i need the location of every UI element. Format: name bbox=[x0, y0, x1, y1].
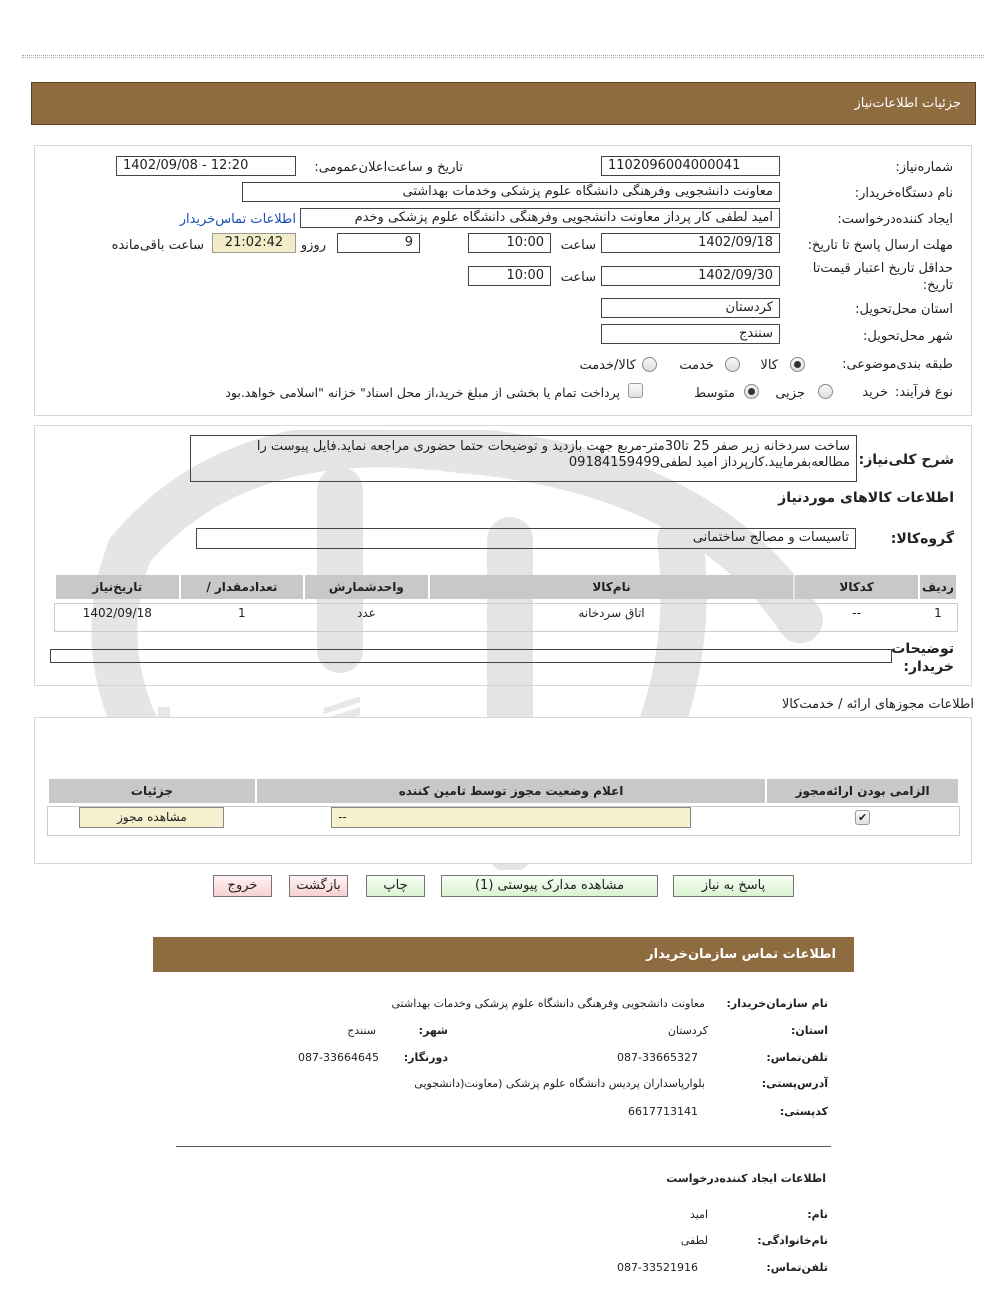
permits-title: اطلاعات مجوزهای ارائه / خدمت‌کالا bbox=[781, 697, 974, 712]
contact-city-value: سنندج bbox=[347, 1024, 376, 1037]
fax-label: دورنگار: bbox=[403, 1051, 448, 1064]
province-field[interactable]: کردستان bbox=[601, 298, 780, 318]
remaining-label: ساعت باقی‌مانده bbox=[111, 238, 204, 253]
need-number-field[interactable]: 1102096004000041 bbox=[601, 156, 780, 176]
category-both-label: کالا/خدمت bbox=[579, 358, 636, 373]
table-row bbox=[49, 805, 958, 829]
permit-status-field[interactable]: -- bbox=[331, 807, 691, 828]
permit-required-checkbox: ✔ bbox=[855, 810, 870, 825]
family-label: نام‌خانوادگی: bbox=[757, 1234, 828, 1247]
phone-value: 087-33665327 bbox=[617, 1051, 698, 1064]
table-row bbox=[56, 601, 956, 625]
contact-divider bbox=[176, 1146, 831, 1147]
days-label: روزو bbox=[300, 238, 326, 253]
col-row: ردیف bbox=[920, 575, 956, 599]
address-label: آدرس‌پستی: bbox=[761, 1077, 828, 1090]
process-radio-medium[interactable] bbox=[744, 384, 759, 399]
col-date: تاریخ‌نیاز bbox=[56, 575, 179, 599]
description-field: ساخت سردخانه زیر صفر 25 تا30متر-مربع جهت بازدید و توضیحات حتما حضوری مراجعه نماید.فایل پیوست را مطالعه‌بفرمایید.کارپرداز امید لطفی09184159499 bbox=[190, 435, 857, 482]
validity-time-field[interactable]: 10:00 bbox=[468, 266, 551, 286]
reply-button[interactable]: پاسخ به نیاز bbox=[673, 875, 794, 897]
need-number-label: شماره‌نیاز: bbox=[895, 160, 953, 175]
contact-buyer-link[interactable]: اطلاعات تماس‌خریدار bbox=[179, 212, 296, 227]
process-radio-minor[interactable] bbox=[818, 384, 833, 399]
validity-date-field[interactable]: 1402/09/30 bbox=[601, 266, 780, 286]
fax-value: 087-33664645 bbox=[298, 1051, 379, 1064]
col-permit-status: اعلام وضعیت مجوز توسط تامین کننده bbox=[257, 779, 765, 803]
treasury-checkbox[interactable] bbox=[628, 383, 643, 398]
creator-phone-label: تلفن‌تماس: bbox=[766, 1261, 828, 1274]
print-button[interactable]: چاپ bbox=[366, 875, 425, 897]
contact-province-value: کردستان bbox=[667, 1024, 708, 1037]
org-label: نام سازمان‌خریدار: bbox=[726, 997, 828, 1010]
creator-info-title: اطلاعات ایجاد کننده‌درخواست bbox=[666, 1172, 826, 1185]
goods-table-header bbox=[56, 575, 956, 599]
col-code: کدکالا bbox=[795, 575, 918, 599]
col-permit-required: الزامی بودن ارائه‌مجوز bbox=[767, 779, 958, 803]
announce-field[interactable]: 1402/09/08 - 12:20 bbox=[116, 156, 296, 176]
org-value: معاونت دانشجویی وفرهنگی دانشگاه علوم پزشکی وخدمات بهداشتی bbox=[391, 997, 705, 1010]
col-name: نام‌کالا bbox=[430, 575, 794, 599]
contact-province-label: استان: bbox=[791, 1024, 828, 1037]
validity-time-label: ساعت bbox=[560, 270, 596, 285]
province-label: استان محل‌تحویل: bbox=[855, 302, 953, 317]
description-label: شرح کلی‌نیاز: bbox=[858, 452, 954, 468]
cell-qty: 1 bbox=[238, 606, 246, 620]
announce-label: تاریخ و ساعت‌اعلان‌عمومی: bbox=[314, 160, 463, 175]
process-label: نوع فرآیند: bbox=[895, 385, 953, 400]
contact-title: اطلاعات تماس سازمان‌خریدار bbox=[646, 947, 836, 962]
process-kharid-label: خرید bbox=[862, 385, 888, 400]
category-service-label: خدمت bbox=[679, 358, 714, 373]
process-medium-label: متوسط bbox=[694, 386, 735, 401]
days-field[interactable]: 9 bbox=[337, 233, 420, 253]
category-radio-both[interactable] bbox=[642, 357, 657, 372]
goods-title: اطلاعات کالاهای مورد‌نیاز bbox=[778, 490, 954, 506]
col-qty: تعدادمقدار / bbox=[181, 575, 304, 599]
cell-row: 1 bbox=[934, 606, 942, 620]
deadline-date-field[interactable]: 1402/09/18 bbox=[601, 233, 780, 253]
buyer-label: نام دستگاه‌خریدار: bbox=[854, 186, 953, 201]
deadline-time-field[interactable]: 10:00 bbox=[468, 233, 551, 253]
deadline-time-label: ساعت bbox=[560, 238, 596, 253]
name-value: امید bbox=[689, 1208, 708, 1221]
postal-value: 6617713141 bbox=[628, 1105, 698, 1118]
city-label: شهر محل‌تحویل: bbox=[863, 329, 953, 344]
page-title: جزئیات اطلاعات‌نیاز bbox=[854, 96, 961, 111]
city-field[interactable]: سنندج bbox=[601, 324, 780, 344]
remaining-time-field: 21:02:42 bbox=[212, 233, 296, 253]
buyer-notes-label: توضیحات خریدار: bbox=[891, 641, 954, 675]
cell-code: -- bbox=[852, 606, 861, 620]
address-value: بلوارپاسداران پردیس دانشگاه علوم پزشکی (معاونت(دانشجویی bbox=[414, 1077, 705, 1090]
col-unit: واحدشمارش bbox=[305, 575, 428, 599]
buyer-notes-field bbox=[50, 649, 892, 663]
buyer-field[interactable]: معاونت دانشجویی وفرهنگی دانشگاه علوم پزشکی وخدمات بهداشتی bbox=[242, 182, 780, 202]
cell-unit: عدد bbox=[356, 606, 376, 620]
contact-city-label: شهر: bbox=[418, 1024, 448, 1037]
treasury-text: پرداخت تمام یا بخشی از مبلغ خرید،از محل اسناد" خزانه "اسلامی خواهد.بود bbox=[225, 385, 620, 400]
category-radio-goods[interactable] bbox=[790, 357, 805, 372]
exit-button[interactable]: خروج bbox=[213, 875, 272, 897]
permits-table bbox=[47, 777, 960, 831]
phone-label: تلفن‌تماس: bbox=[766, 1051, 828, 1064]
category-radio-service[interactable] bbox=[725, 357, 740, 372]
deadline-label: مهلت ارسال پاسخ تا تاریخ: bbox=[807, 238, 953, 253]
family-value: لطفی bbox=[680, 1234, 708, 1247]
col-permit-details: جزئیات bbox=[49, 779, 255, 803]
postal-label: کدپستی: bbox=[779, 1105, 828, 1118]
top-divider bbox=[22, 55, 984, 58]
cell-name: اتاق سردخانه bbox=[578, 606, 645, 620]
page-header bbox=[31, 82, 976, 125]
group-label: گروه‌کالا: bbox=[890, 531, 954, 547]
category-label: طبقه بندی‌موضوعی: bbox=[842, 357, 953, 372]
category-goods-label: کالا bbox=[760, 358, 778, 373]
group-field[interactable]: تاسیسات و مصالح ساختمانی bbox=[196, 528, 856, 549]
cell-date: 1402/09/18 bbox=[82, 606, 152, 620]
view-permit-button[interactable]: مشاهده مجوز bbox=[79, 807, 224, 828]
process-minor-label: جزیی bbox=[775, 386, 805, 401]
creator-phone-value: 087-33521916 bbox=[617, 1261, 698, 1274]
creator-field[interactable]: امید لطفی کار پرداز معاونت دانشجویی وفرهنگی دانشگاه علوم پزشکی وخدم bbox=[300, 208, 780, 228]
goods-table bbox=[54, 573, 958, 627]
name-label: نام: bbox=[807, 1208, 828, 1221]
attachments-button[interactable]: مشاهده مدارک پیوستی (1) bbox=[441, 875, 658, 897]
back-button[interactable]: بازگشت bbox=[289, 875, 348, 897]
validity-label: حداقل تاریخ اعتبار قیمت‌تا تاریخ: bbox=[812, 261, 953, 293]
permits-table-header bbox=[49, 779, 958, 803]
contact-header bbox=[153, 937, 854, 972]
creator-label: ایجاد کننده‌درخواست: bbox=[837, 212, 953, 227]
